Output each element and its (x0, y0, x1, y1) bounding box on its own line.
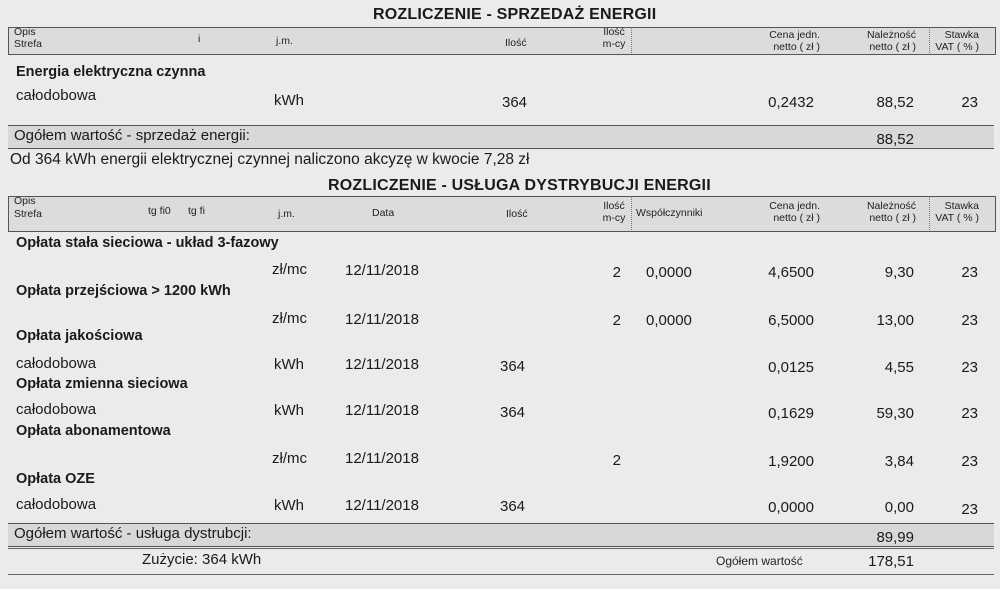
distribution-header-strefa: Strefa (14, 208, 43, 220)
distribution-row-data: 12/11/2018 (345, 356, 419, 373)
distribution-header-data: Data (372, 207, 395, 219)
distribution-row-vat: 23 (961, 453, 978, 470)
distribution-row-cena: 6,5000 (768, 312, 814, 329)
distribution-row-vat: 23 (961, 405, 978, 422)
distribution-header-opis: Opis (14, 195, 36, 207)
distribution-header-cena: Cena jedn. netto ( zł ) (769, 200, 820, 224)
distribution-row-wsp: 0,0000 (646, 264, 692, 281)
distribution-row-naleznosc: 59,30 (876, 405, 914, 422)
distribution-row-vat: 23 (961, 312, 978, 329)
sales-header-stawka: Stawka VAT ( % ) (935, 29, 979, 53)
distribution-header-jm: j.m. (278, 208, 295, 220)
sales-total-value: 88,52 (876, 131, 914, 148)
sales-header-naleznosc: Należność netto ( zł ) (866, 29, 916, 53)
sales-row-cena: 0,2432 (768, 94, 814, 111)
grand-total-divider (8, 548, 994, 549)
distribution-group-label: Opłata jakościowa (16, 328, 143, 344)
distribution-row-jm: kWh (274, 356, 304, 373)
distribution-header-tgfi: tg fi (188, 205, 205, 217)
distribution-row-cena: 1,9200 (768, 453, 814, 470)
distribution-row-naleznosc: 0,00 (884, 499, 914, 516)
sales-header-divider (631, 27, 632, 53)
distribution-header-divider (929, 196, 930, 230)
distribution-row-vat: 23 (961, 264, 978, 281)
distribution-group-label: Opłata OZE (16, 471, 95, 487)
distribution-header-divider (631, 196, 632, 230)
distribution-header-ilosc-mcy: Ilość m-cy (602, 200, 626, 224)
distribution-row-ilosc: 364 (500, 358, 526, 375)
distribution-row-naleznosc: 9,30 (884, 264, 914, 281)
distribution-row-data: 12/11/2018 (345, 450, 419, 467)
excise-note: Od 364 kWh energii elektrycznej czynnej naliczono akcyzę w kwocie 7,28 zł (10, 151, 530, 168)
sales-header-strefa: Strefa (14, 38, 43, 50)
distribution-row-strefa: całodobowa (16, 355, 97, 372)
sales-header-ilosc-mcy: Ilość m-cy (602, 26, 626, 50)
distribution-row-cena: 4,6500 (768, 264, 814, 281)
distribution-total-label: Ogółem wartość - usługa dystrubcji: (14, 525, 252, 542)
sales-header-ilosc: Ilość (505, 37, 527, 49)
distribution-header-naleznosc: Należność netto ( zł ) (866, 200, 916, 224)
distribution-row-jm: kWh (274, 402, 304, 419)
distribution-header-tgfi0: tg fi0 (148, 205, 171, 217)
grand-total-label: Ogółem wartość (716, 554, 803, 568)
distribution-title: ROZLICZENIE - USŁUGA DYSTRYBUCJI ENERGII (328, 177, 711, 194)
distribution-row-strefa: całodobowa (16, 401, 97, 418)
distribution-row-ilosc: 364 (500, 498, 526, 515)
distribution-total-value: 89,99 (876, 529, 914, 546)
grand-total-value: 178,51 (868, 553, 914, 570)
distribution-group-label: Opłata zmienna sieciowa (16, 376, 188, 392)
distribution-row-data: 12/11/2018 (345, 262, 419, 279)
consumption-label: Zużycie: 364 kWh (142, 551, 262, 568)
distribution-row-naleznosc: 4,55 (884, 359, 914, 376)
sales-row-naleznosc: 88,52 (876, 94, 914, 111)
distribution-row-naleznosc: 3,84 (884, 453, 914, 470)
distribution-group-label: Opłata przejściowa > 1200 kWh (16, 283, 231, 299)
sales-header-cena: Cena jedn. netto ( zł ) (769, 29, 820, 53)
sales-title: ROZLICZENIE - SPRZEDAŻ ENERGII (373, 6, 657, 23)
sales-header-jm: j.m. (276, 35, 293, 47)
distribution-group-label: Opłata abonamentowa (16, 423, 171, 439)
sales-header-opis: Opis (14, 26, 36, 38)
distribution-row-mcy: 2 (612, 264, 621, 281)
distribution-row-jm: kWh (274, 497, 304, 514)
grand-total-bottom-line (8, 574, 994, 575)
distribution-row-cena: 0,0000 (768, 499, 814, 516)
distribution-row-vat: 23 (961, 501, 978, 518)
sales-row-jm: kWh (274, 92, 304, 109)
distribution-row-data: 12/11/2018 (345, 497, 419, 514)
distribution-header-stawka: Stawka VAT ( % ) (935, 200, 979, 224)
distribution-row-vat: 23 (961, 359, 978, 376)
sales-row-strefa: całodobowa (16, 87, 97, 104)
sales-header-i: i (198, 33, 201, 45)
distribution-row-naleznosc: 13,00 (876, 312, 914, 329)
sales-row-ilosc: 364 (502, 94, 528, 111)
sales-header-divider (929, 27, 930, 53)
distribution-header-ilosc: Ilość (506, 208, 528, 220)
distribution-row-mcy: 2 (612, 312, 621, 329)
distribution-row-jm: zł/mc (272, 450, 307, 467)
distribution-row-cena: 0,0125 (768, 359, 814, 376)
distribution-header-wspolczynniki: Współczynniki (636, 207, 703, 219)
distribution-row-cena: 0,1629 (768, 405, 814, 422)
distribution-row-strefa: całodobowa (16, 496, 97, 513)
distribution-row-jm: zł/mc (272, 261, 307, 278)
distribution-row-ilosc: 364 (500, 404, 526, 421)
distribution-row-data: 12/11/2018 (345, 402, 419, 419)
sales-total-label: Ogółem wartość - sprzedaż energii: (14, 127, 250, 144)
distribution-row-wsp: 0,0000 (646, 312, 692, 329)
sales-group-label: Energia elektryczna czynna (16, 64, 206, 80)
distribution-group-label: Opłata stała sieciowa - układ 3-fazowy (16, 235, 279, 251)
distribution-row-data: 12/11/2018 (345, 311, 419, 328)
distribution-row-mcy: 2 (612, 452, 621, 469)
distribution-row-jm: zł/mc (272, 310, 307, 327)
sales-row-vat: 23 (961, 94, 978, 111)
